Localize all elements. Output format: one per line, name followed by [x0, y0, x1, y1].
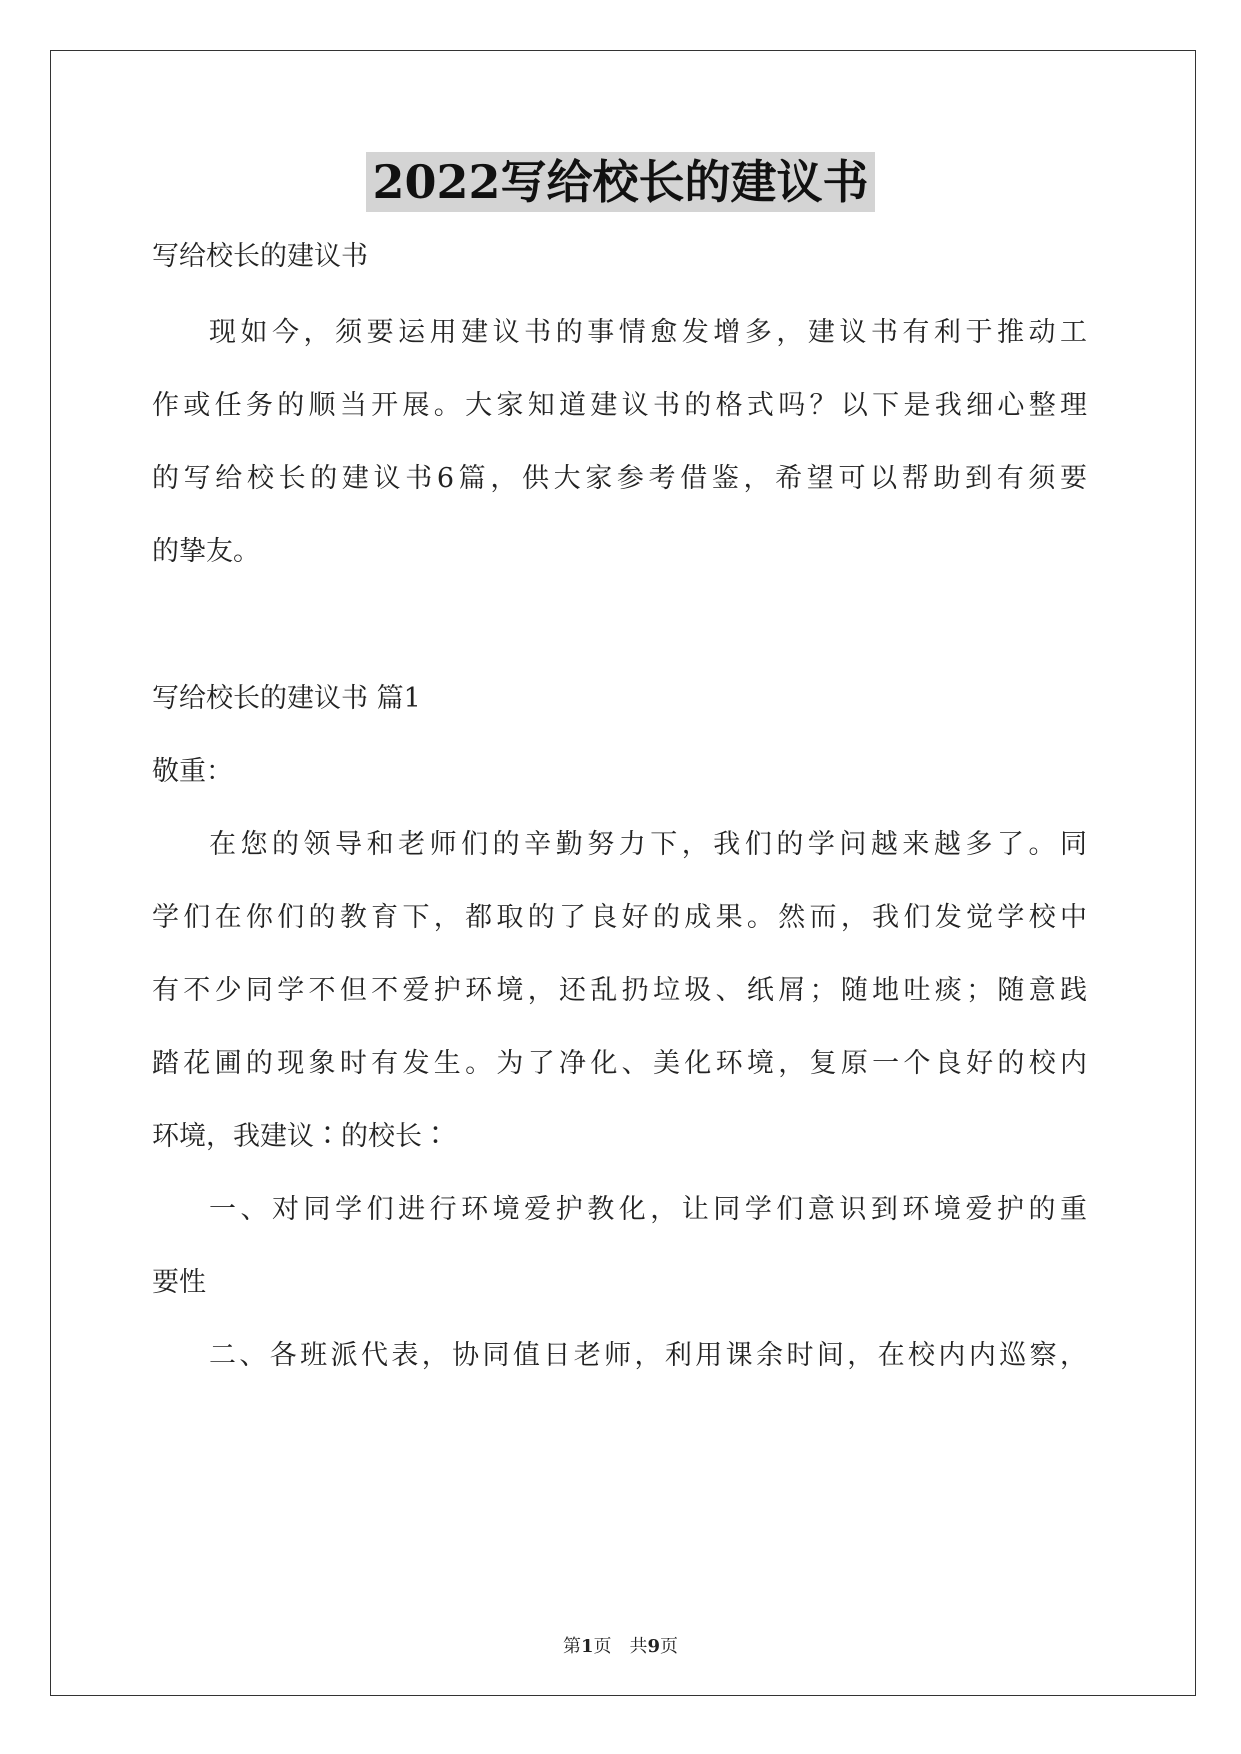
body-line-4: 踏花圃的现象时有发生。为了净化、美化环境，复原一个良好的校内 [152, 1048, 1087, 1079]
intro-line-1: 现如今，须要运用建议书的事情愈发增多，建议书有利于推动工 [209, 317, 1087, 348]
intro-line-3: 的写给校长的建议书6篇，供大家参考借鉴，希望可以帮助到有须要 [152, 463, 1087, 494]
body-line-3: 有不少同学不但不爱护环境，还乱扔垃圾、纸屑；随地吐痰；随意践 [152, 975, 1087, 1006]
document-title: 2022写给校长的建议书 [366, 152, 874, 212]
body-line-8: 二、各班派代表，协同值日老师，利用课余时间，在校内内巡察， [209, 1340, 1087, 1371]
footer-mid: 页 共 [593, 1636, 648, 1657]
section-heading: 写给校长的建议书 篇1 [152, 683, 421, 714]
salutation: 敬重： [152, 756, 233, 787]
footer-page-number: 1 [580, 1636, 594, 1657]
subtitle: 写给校长的建议书 [152, 241, 368, 272]
page-border [50, 50, 1196, 1696]
footer-prefix: 第 [562, 1636, 581, 1657]
intro-line-4: 的挚友。 [152, 536, 260, 567]
title-container [0, 152, 1241, 212]
body-line-1: 在您的领导和老师们的辛勤努力下，我们的学问越来越多了。同 [209, 829, 1087, 860]
body-line-6: 一、对同学们进行环境爱护教化，让同学们意识到环境爱护的重 [209, 1194, 1087, 1225]
intro-line-2: 作或任务的顺当开展。大家知道建议书的格式吗？以下是我细心整理 [152, 390, 1087, 421]
page-footer [0, 1632, 1241, 1658]
footer-total-pages: 9 [647, 1636, 661, 1657]
body-line-2: 学们在你们的教育下，都取的了良好的成果。然而，我们发觉学校中 [152, 902, 1087, 933]
body-line-7: 要性 [152, 1267, 206, 1298]
footer-suffix: 页 [660, 1636, 679, 1657]
body-line-5: 环境，我建议∶的校长∶ [152, 1121, 449, 1152]
